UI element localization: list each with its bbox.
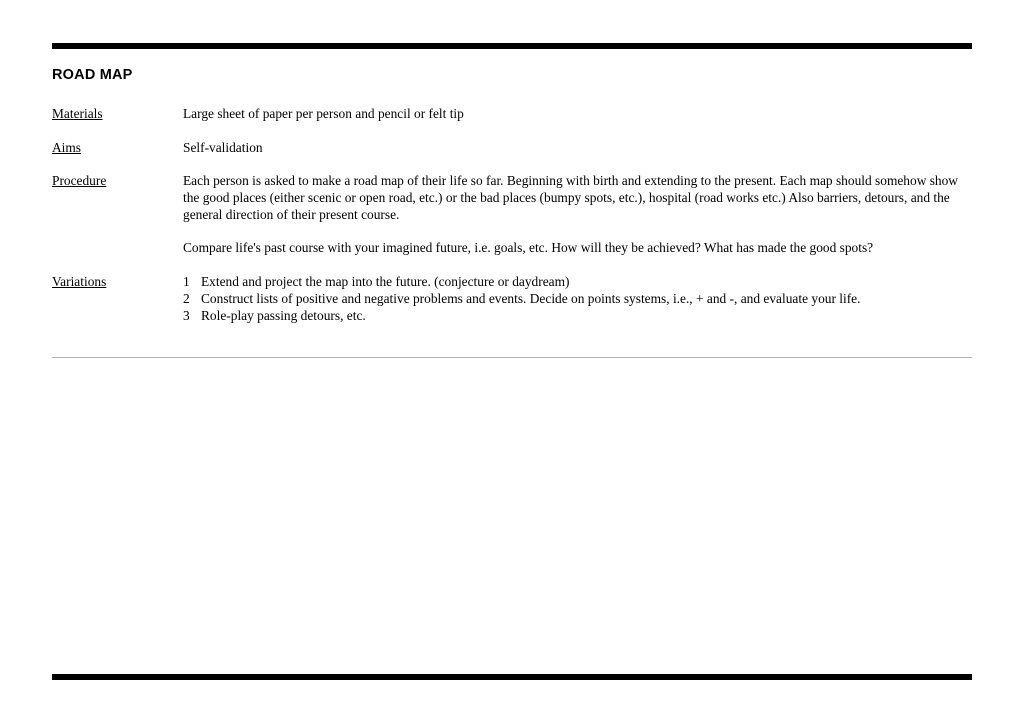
procedure-paragraph: Compare life's past course with your imagined future, i.e. goals, etc. How will they be achieved? What has made the good spots? — [183, 240, 874, 255]
variation-item — [183, 290, 972, 307]
procedure-paragraph: Each person is asked to make a road map of their life so far. Beginning with birth and extending to the present. Each map should somehow show the good places (either scenic or open road, etc.) or the bad places (bumpy spots, etc.), hospital (road works etc.) Also barriers, detours, and the general direction of their present course. — [183, 173, 958, 222]
variation-item — [183, 273, 972, 290]
aims-label: Aims — [52, 140, 82, 155]
page-title: ROAD MAP — [52, 67, 133, 83]
bottom-divider — [52, 674, 972, 680]
variation-text: Role-play passing detours, etc. — [201, 308, 366, 323]
procedure-content — [183, 172, 972, 256]
variation-number: 2 — [183, 291, 190, 306]
variation-item — [183, 307, 972, 324]
top-divider — [52, 43, 972, 49]
procedure-label: Procedure — [52, 173, 107, 188]
aims-text: Self-validation — [183, 140, 263, 155]
materials-text: Large sheet of paper per person and pencil or felt tip — [183, 106, 464, 121]
variation-text: Construct lists of positive and negative problems and events. Decide on points systems, i.e., + and -, and evaluate your life. — [201, 291, 861, 306]
variation-text: Extend and project the map into the future. (conjecture or daydream) — [201, 274, 570, 289]
section-divider — [52, 357, 972, 358]
materials-label: Materials — [52, 106, 103, 121]
variation-number: 1 — [183, 274, 190, 289]
variation-number: 3 — [183, 308, 190, 323]
variations-label: Variations — [52, 274, 107, 289]
variations-list — [183, 273, 972, 324]
